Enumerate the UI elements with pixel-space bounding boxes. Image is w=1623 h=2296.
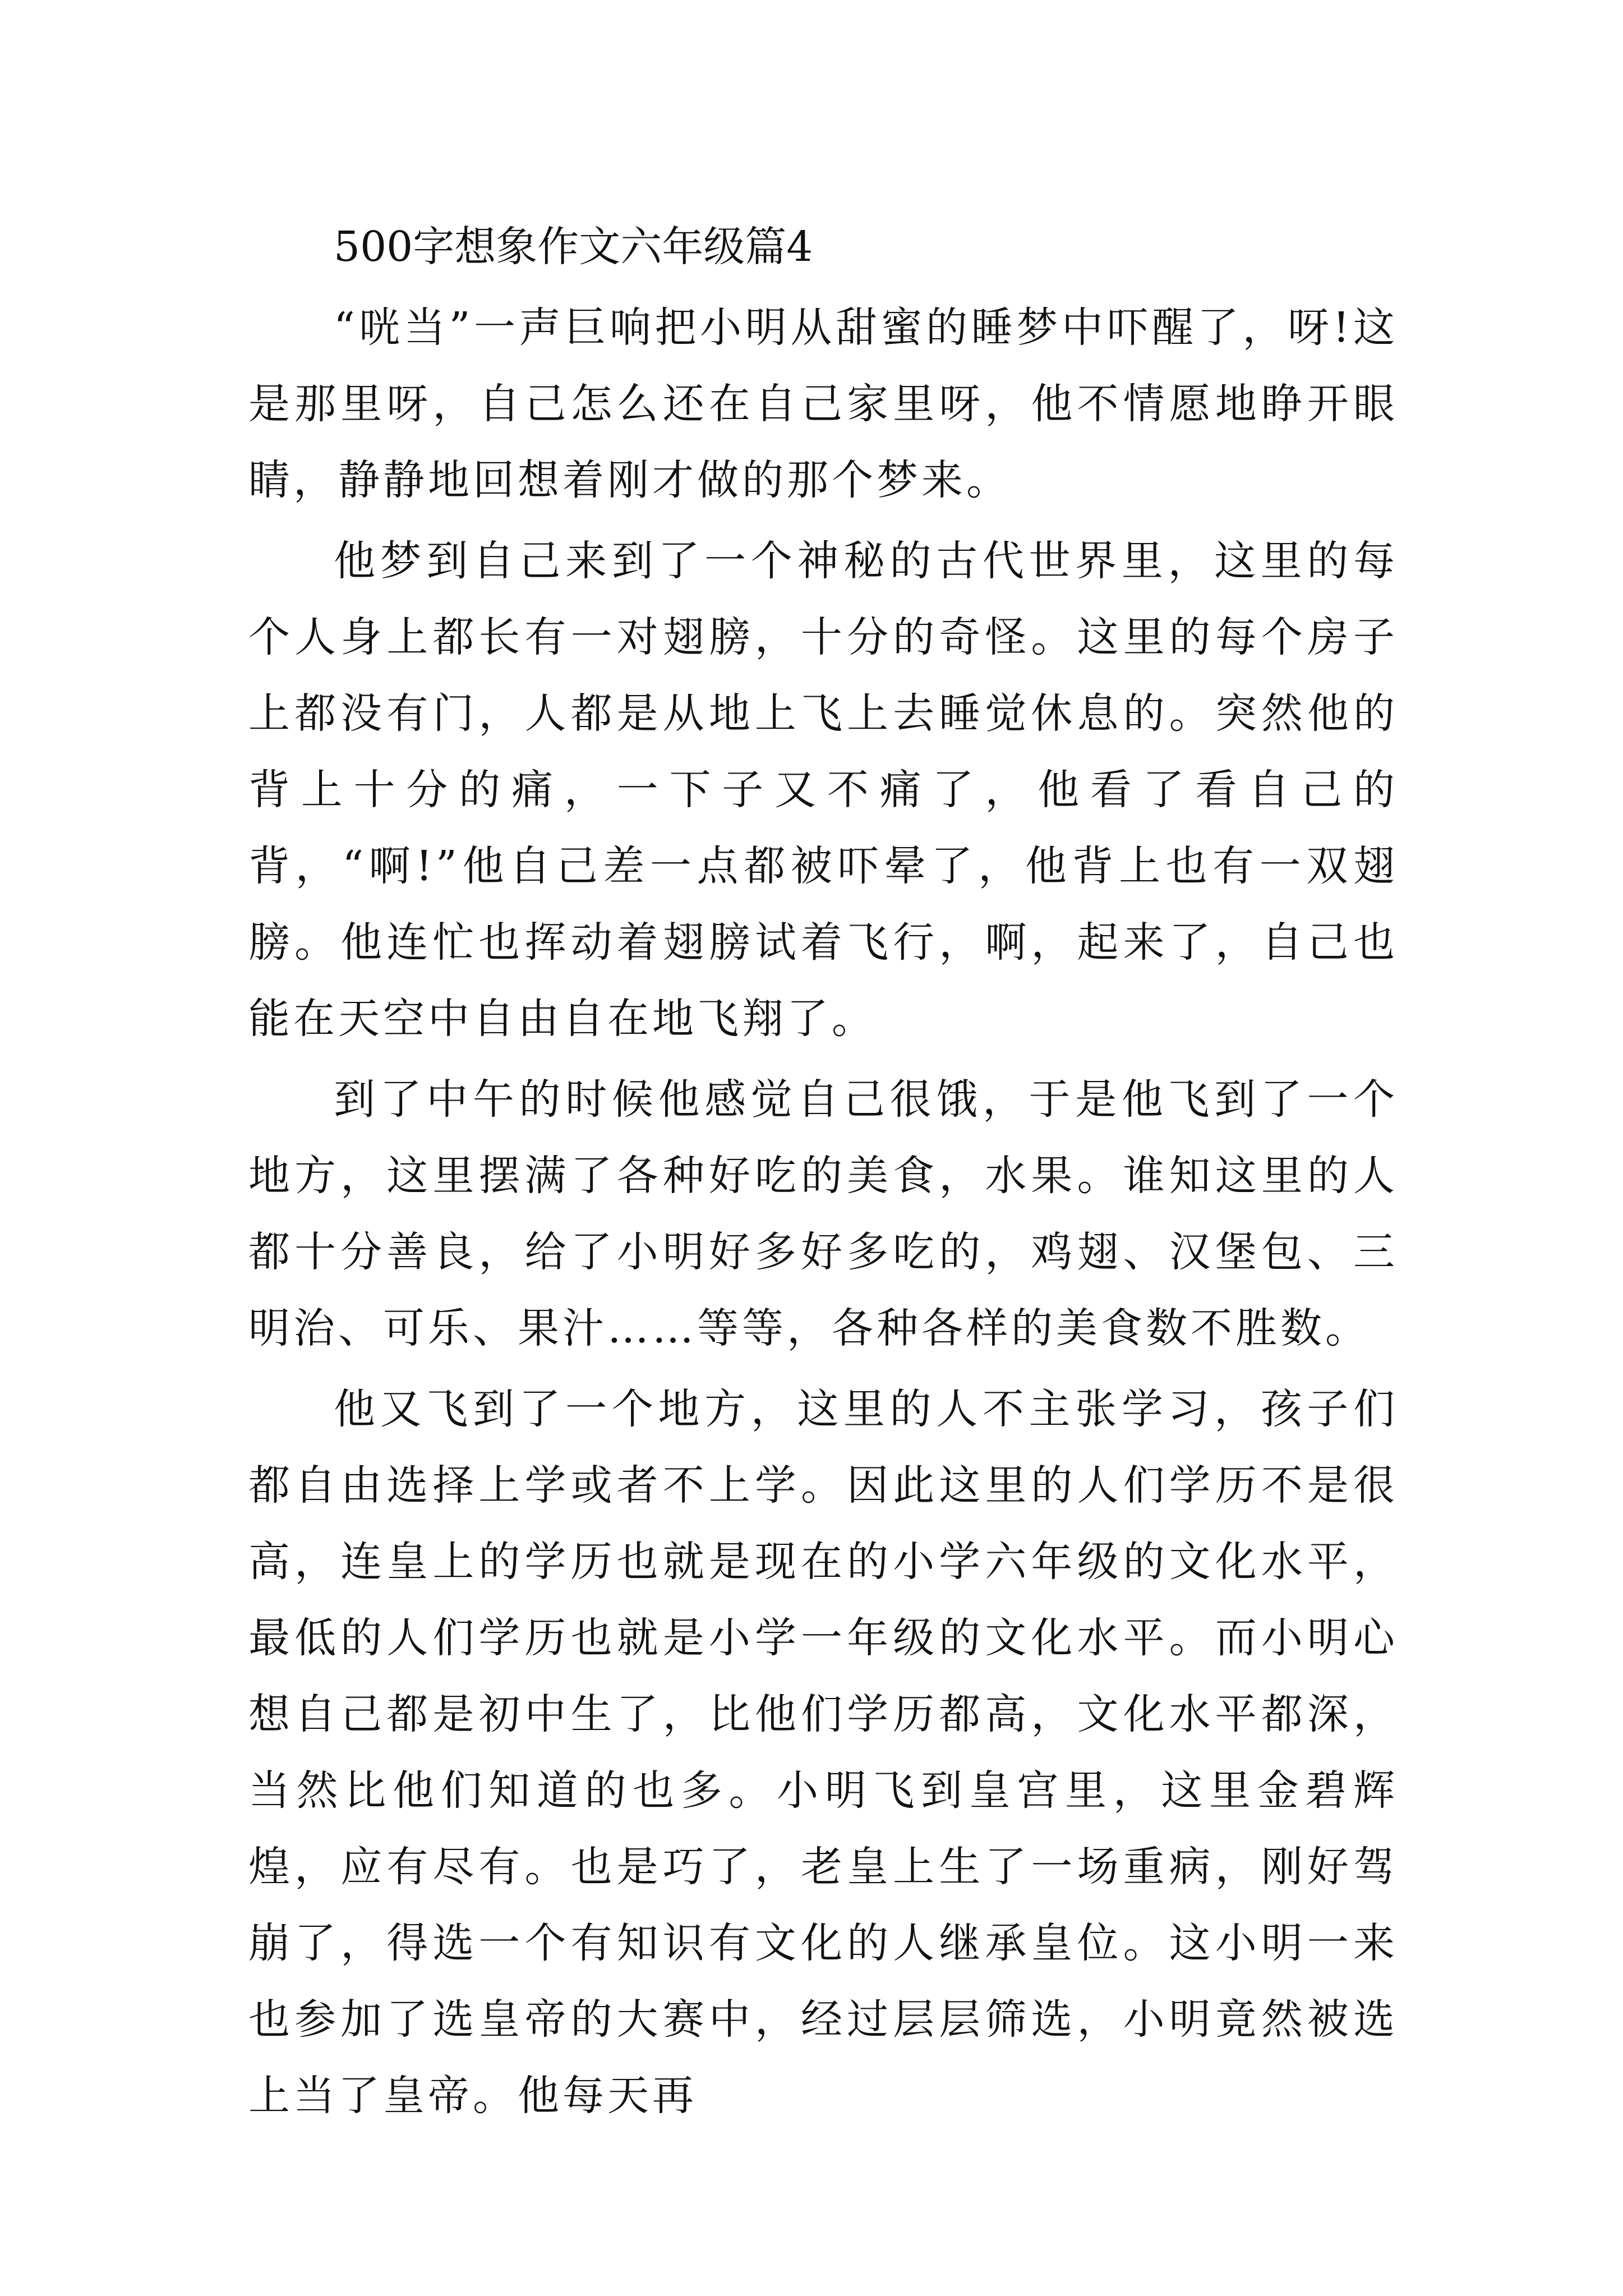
paragraph-3: 到了中午的时候他感觉自己很饿，于是他飞到了一个地方，这里摆满了各种好吃的美食，水果。谁知这里的人都十分善良，给了小明好多好多吃的，鸡翅、汉堡包、三明治、可乐、果汁……等等，各种各样的美食数不胜数。	[248, 1075, 1398, 1352]
document-title: 500字想象作文六年级篇4	[334, 223, 813, 271]
document-body	[248, 209, 1398, 2138]
paragraph-4: 他又飞到了一个地方，这里的人不主张学习，孩子们都自由选择上学或者不上学。因此这里的人们学历不是很高，连皇上的学历也就是现在的小学六年级的文化水平，最低的人们学历也就是小学一年级的文化水平。而小明心想自己都是初中生了，比他们学历都高，文化水平都深，当然比他们知道的也多。小明飞到皇宫里，这里金碧辉煌，应有尽有。也是巧了，老皇上生了一场重病，刚好驾崩了，得选一个有知识有文化的人继承皇位。这小明一来也参加了选皇帝的大赛中，经过层层筛选，小明竟然被选上当了皇帝。他每天再	[248, 1385, 1398, 2120]
paragraph-1: “咣当”一声巨响把小明从甜蜜的睡梦中吓醒了，呀!这是那里呀，自己怎么还在自己家里呀，他不情愿地睁开眼睛，静静地回想着刚才做的那个梦来。	[248, 303, 1398, 504]
paragraph-2: 他梦到自己来到了一个神秘的古代世界里，这里的每个人身上都长有一对翅膀，十分的奇怪。这里的每个房子上都没有门，人都是从地上飞上去睡觉休息的。突然他的背上十分的痛，一下子又不痛了，他看了看自己的背，“啊!”他自己差一点都被吓晕了，他背上也有一双翅膀。他连忙也挥动着翅膀试着飞行，啊，起来了，自己也能在天空中自由自在地飞翔了。	[248, 537, 1398, 1043]
